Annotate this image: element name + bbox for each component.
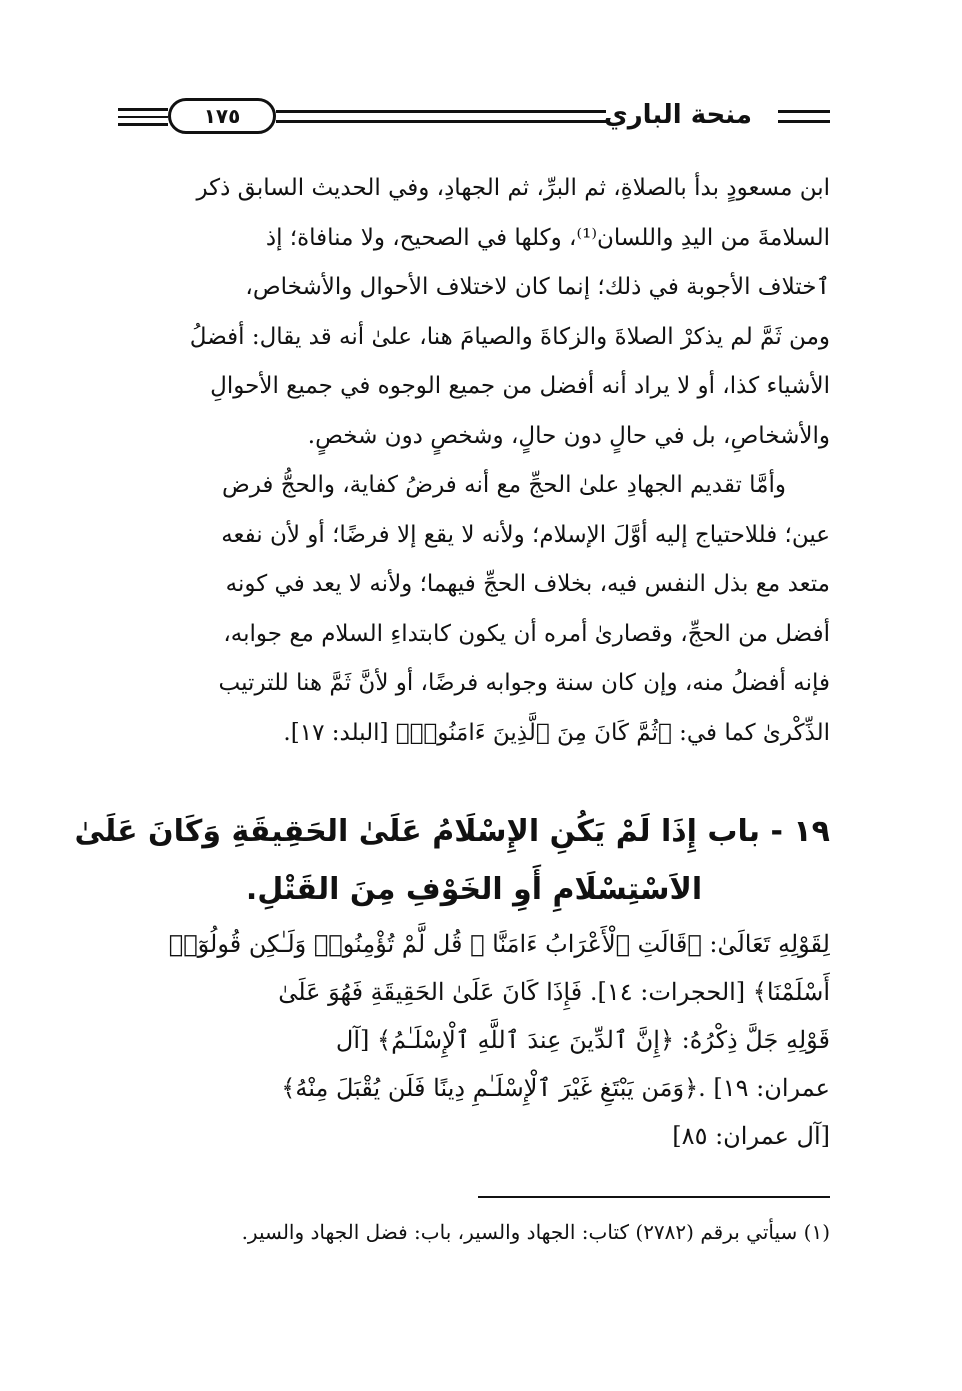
header-rule-center-top <box>276 110 606 113</box>
paragraph-line: وأمَّا تقديم الجهادِ علىٰ الحجِّ مع أنه فرضُ كفاية، والحجُّ فرض <box>221 472 786 498</box>
header-rule-left-bottom <box>118 123 168 126</box>
header-rule-right-top <box>778 110 830 113</box>
paragraph-line: أفضل من الحجِّ، وقصارىٰ أمره أن يكون كابتداءِ السلام مع جوابه، <box>223 620 830 647</box>
paragraph-line: السلامةَ من اليدِ واللسان⁽¹⁾، وكلها في الصحيح، ولا منافاة؛ إذ <box>265 224 830 251</box>
chapter-heading-line-1: ١٩ - باب إِذَا لَمْ يَكُنِ الإِسْلَامُ عَلَىٰ الحَقِيقَةِ وَكَانَ عَلَىٰ <box>74 814 830 849</box>
chapter-body-line: قَوْلِهِ جَلَّ ذِكْرُهُ: ﴿إِنَّ ٱلدِّينَ عِندَ ٱللَّهِ ٱلْإِسْلَـٰمُ﴾ [آل <box>335 1026 830 1054</box>
header-rule-left-mid <box>118 116 168 118</box>
chapter-heading <box>74 802 830 918</box>
chapter-heading-line-2: الاَسْتِسْلَامِ أَوِ الخَوْفِ مِنَ القَتْلِ. <box>245 872 703 907</box>
paragraph-line: عين؛ فللاحتياج إليه أوَّلَ الإسلام؛ ولأنه لا يقع إلا فرضًا؛ أو لأن نفعه <box>221 521 830 548</box>
header-rule-left-top <box>118 108 168 111</box>
book-title: منحة الباري <box>603 100 752 130</box>
paragraph-line: الذِّكْرىٰ كما في: ﴿ثُمَّ كَانَ مِنَ ٱلَّذِينَ ءَامَنُوا۟﴾ [البلد: ١٧]. <box>283 719 830 746</box>
paragraph-line: والأشخاصِ، بل في حالٍ دون حالٍ، وشخصٍ دون شخصٍ. <box>307 422 830 449</box>
footnote-separator <box>478 1196 830 1198</box>
chapter-body-line: عمران: ١٩] .﴿وَمَن يَبْتَغِ غَيْرَ ٱلْإِسْلَـٰمِ دِينًا فَلَن يُقْبَلَ مِنْهُ﴾ <box>281 1074 830 1102</box>
header-rule-center-bottom <box>276 120 606 123</box>
page-number: ١٧٥ <box>168 98 276 134</box>
footnote: (١) سيأتي برقم (٢٧٨٢) كتاب: الجهاد والسير، باب: فضل الجهاد والسير. <box>241 1220 830 1244</box>
chapter-body <box>118 920 830 1160</box>
chapter-body-line: [آل عمران: ٨٥] <box>672 1122 830 1150</box>
paragraph-line: ابن مسعودٍ بدأ بالصلاةِ، ثم البرِّ، ثم الجهادِ، وفي الحديث السابق ذكر <box>196 175 830 201</box>
paragraph-line: فإنه أفضلُ منه، وإن كان سنة وجوابه فرضًا، أو لأنَّ ثَمَّ هنا للترتيب <box>218 670 830 696</box>
paragraph-line: ٱختلاف الأجوبة في ذلك؛ إنما كان لاختلاف الأحوال والأشخاص، <box>245 274 830 300</box>
header-rule-right-bottom <box>778 120 830 123</box>
paragraph-line: الأشياء كذا، أو لا يراد أنه أفضل من جميع الوجوه في جميع الأحوالِ <box>210 373 830 399</box>
paragraph-1 <box>118 164 830 461</box>
paragraph-line: ومن ثَمَّ لم يذكرْ الصلاةَ والزكاةَ والصيامَ هنا، علىٰ أنه قد يقال: أفضلُ <box>189 323 830 350</box>
paragraph-2 <box>118 461 830 758</box>
page-header <box>118 96 830 138</box>
chapter-body-line: لِقَوْلِهِ تَعَالَىٰ: ﴿قَالَتِ ٱلْأَعْرَابُ ءَامَنَّا ۖ قُل لَّمْ تُؤْمِنُوا۟ وَلَـٰكِن قُولُوٓا۟ <box>168 930 830 958</box>
chapter-body-line: أَسْلَمْنَا﴾ [الحجرات: ١٤]. فَإِذَا كَانَ عَلَىٰ الحَقِيقَةِ فَهُوَ عَلَىٰ <box>278 978 830 1006</box>
paragraph-line: متعد مع بذل النفس فيه، بخلاف الحجِّ فيهما؛ ولأنه لا يعد في كونه <box>225 571 830 597</box>
